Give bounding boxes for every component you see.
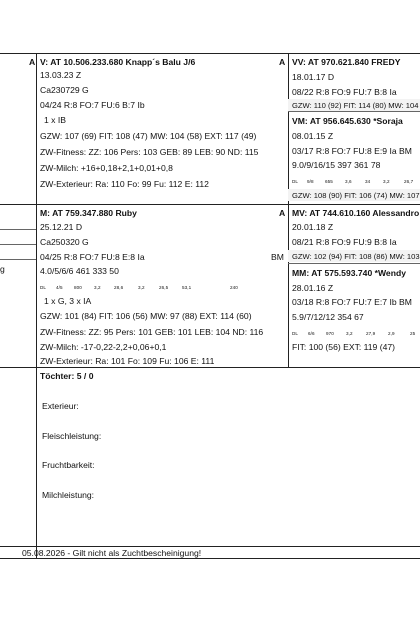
daughters-field-meat: Fleischleistung: (42, 431, 102, 441)
mv-values: GZW: 102 (94) FIT: 108 (86) MW: 103 (292, 252, 420, 261)
vv-values: GZW: 110 (92) FIT: 114 (80) MW: 104 (292, 101, 419, 110)
daughters-field-exterior: Exterieur: (42, 401, 79, 411)
m-letter-tag: A (279, 208, 286, 218)
mv-date: 20.01.18 Z (292, 222, 334, 232)
m-scores: 04/25 R:8 FO:7 FU:8 E:8 Ia (40, 252, 145, 262)
tiny-cell: 240 (230, 285, 238, 290)
tiny-cell: 3,2 (346, 331, 353, 336)
mm-lactations: 5.9/7/12/12 354 67 (292, 312, 364, 322)
m-milk: ZW-Milch: -17-0,22-2,2+0,06+0,1 (40, 342, 167, 352)
m-bm-tag: BM (271, 252, 284, 262)
mv-heading: MV: AT 744.610.160 Alessandro (292, 208, 420, 218)
vertical-divider-left (36, 53, 37, 558)
vm-lactations: 9.0/9/16/15 397 361 78 (292, 160, 381, 170)
vm-date: 08.01.15 Z (292, 131, 334, 141)
tiny-cell: 9/8 (307, 179, 314, 184)
tiny-cell: 3,2 (94, 285, 101, 290)
v-date: 13.03.23 Z (40, 70, 82, 80)
daughters-field-milk: Milchleistung: (42, 490, 95, 500)
tiny-cell: 4/5 (56, 285, 63, 290)
vm-heading: VM: AT 956.645.630 *Soraja (292, 116, 403, 126)
top-border (0, 53, 420, 54)
vv-date: 18.01.17 D (292, 72, 335, 82)
tiny-cell: 2,9 (388, 331, 395, 336)
footer-border (0, 546, 420, 547)
v-heading-text: V: AT 10.506.233.680 Knapp´s Balu J/6 (40, 57, 196, 67)
mm-date: 28.01.16 Z (292, 283, 334, 293)
mm-scores: 03/18 R:8 FO:7 FU:7 E:7 Ib BM (292, 297, 412, 307)
tiny-cell: 970 (326, 331, 334, 336)
tiny-cell: 655 (325, 179, 333, 184)
v-breeding-values: GZW: 107 (69) FIT: 108 (47) MW: 104 (58) EXT: 117 (49) (40, 131, 257, 141)
v-lactation: 1 x IB (44, 115, 66, 125)
m-fitness: ZW-Fitness: ZZ: 95 Pers: 101 GEB: 101 LEB: 104 ND: 116 (40, 327, 264, 337)
vm-values: GZW: 108 (90) FIT: 106 (74) MW: 107 (292, 191, 420, 200)
tiny-cell: 25 (410, 331, 416, 336)
m-lactation: 1 x G, 3 x IA (44, 296, 92, 306)
tiny-cell: 53,1 (182, 285, 192, 290)
v-scores: 04/24 R:8 FO:7 FU:6 B:7 Ib (40, 100, 145, 110)
left-strip-letter: g (0, 264, 5, 274)
v-fitness: ZW-Fitness: ZZ: 106 Pers: 103 GEB: 89 LEB: 90 ND: 115 (40, 147, 259, 157)
v-exterior: ZW-Exterieur: Ra: 110 Fo: 99 Fu: 112 E: 112 (40, 179, 209, 189)
mm-separator (288, 263, 420, 264)
daughters-label: Töchter: 5 / 0 (40, 371, 94, 381)
v-heading (40, 57, 195, 67)
mm-heading: MM: AT 575.593.740 *Wendy (292, 268, 406, 278)
tiny-cell: 34 (365, 179, 371, 184)
mm-values: FIT: 100 (56) EXT: 119 (47) (292, 342, 396, 352)
left-strip-letter: A (29, 57, 36, 67)
left-strip-separator (0, 259, 36, 260)
m-exterior: ZW-Exterieur: Ra: 101 Fo: 109 Fu: 106 E: 111 (40, 356, 215, 366)
footer-note: 05.08.2026 - Gilt nicht als Zuchtbescheinigung! (22, 548, 202, 558)
tiny-cell: 3,2 (138, 285, 145, 290)
tiny-cell: 3,2 (383, 179, 390, 184)
m-breeding-values: GZW: 101 (84) FIT: 106 (56) MW: 97 (88) EXT: 114 (60) (40, 311, 252, 321)
left-strip-separator (0, 244, 36, 245)
vv-scores: 08/22 R:8 FO:9 FU:7 B:8 Ia (292, 87, 397, 97)
tiny-cell: 26,5 (159, 285, 169, 290)
left-strip-separator (0, 229, 36, 230)
bottom-border (0, 558, 420, 559)
m-code: Ca250320 G (40, 237, 89, 247)
m-heading: M: AT 759.347.880 Ruby (40, 208, 137, 218)
vv-heading: VV: AT 970.621.840 FREDY (292, 57, 401, 67)
daughters-field-fertility: Fruchtbarkeit: (42, 460, 95, 470)
tiny-cell: 28,6 (114, 285, 124, 290)
m-date: 25.12.21 D (40, 222, 83, 232)
v-code: Ca230729 G (40, 85, 89, 95)
tiny-cell: DL (292, 179, 299, 184)
middle-border (0, 204, 420, 205)
tiny-cell: DL (292, 331, 299, 336)
v-letter-tag: A (279, 57, 286, 67)
tiny-cell: 6/6 (308, 331, 315, 336)
vm-separator (288, 111, 420, 112)
lower-border (0, 367, 420, 368)
tiny-cell: 800 (74, 285, 82, 290)
v-milk: ZW-Milch: +16+0,18+2,1+0,01+0,8 (40, 163, 173, 173)
tiny-cell: 27,9 (366, 331, 376, 336)
m-lactations: 4.0/5/6/6 461 333 50 (40, 266, 119, 276)
tiny-cell: 3,6 (345, 179, 352, 184)
mv-scores: 08/21 R:8 FO:9 FU:9 B:8 Ia (292, 237, 397, 247)
tiny-cell: DL (40, 285, 47, 290)
tiny-cell: 26,7 (404, 179, 414, 184)
vm-scores: 03/17 R:8 FO:7 FU:8 E:9 Ia BM (292, 146, 412, 156)
